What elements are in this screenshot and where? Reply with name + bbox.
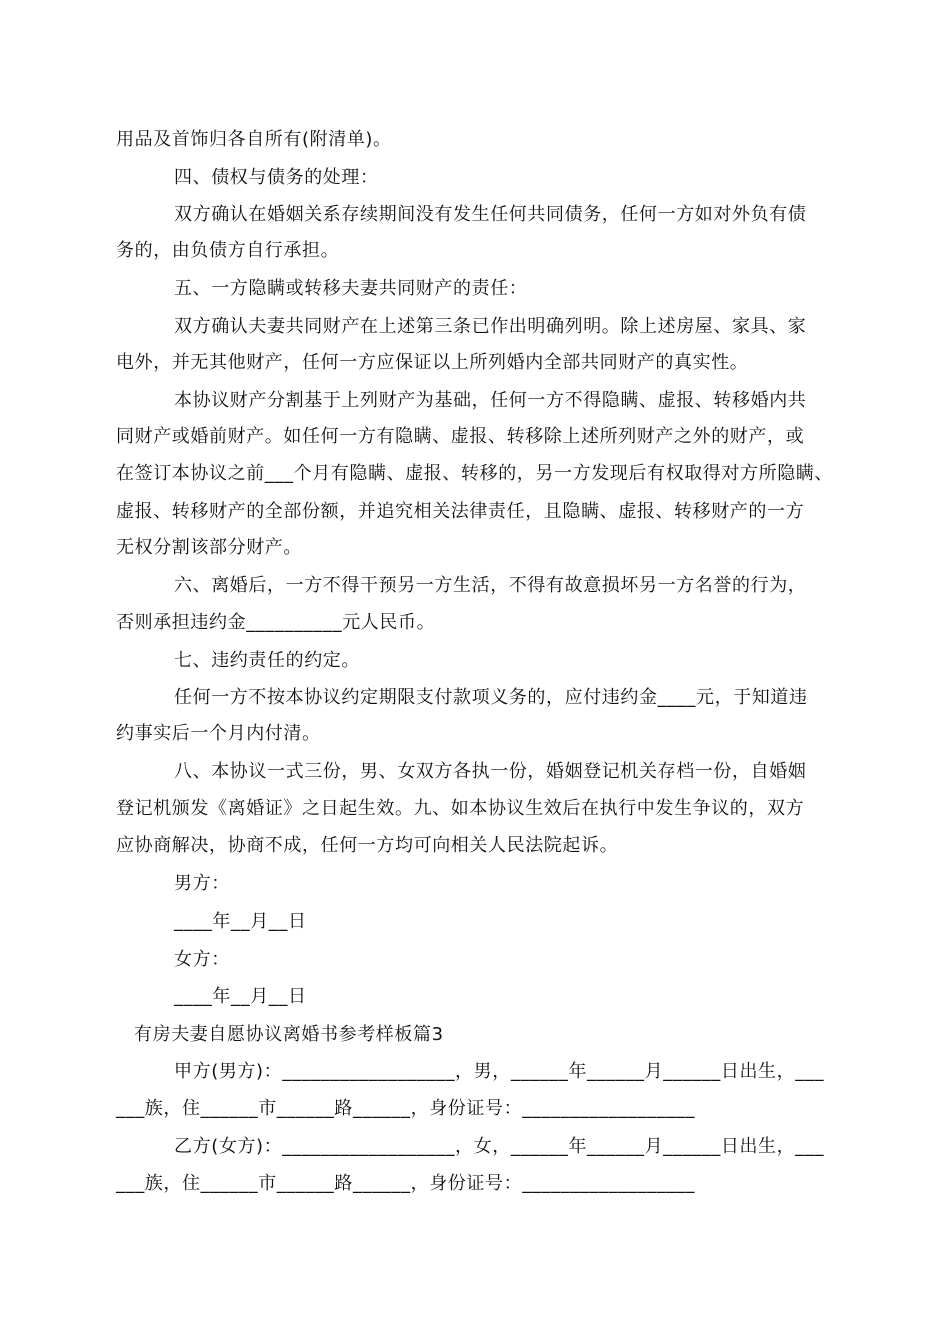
party-a-info-line: 甲方(男方)：__________________，男，______年______月______日出生，___	[174, 1061, 825, 1082]
paragraph-line: 用品及首饰归各自所有(附清单)。	[116, 129, 392, 150]
party-a-info-line-2: ___族，住______市______路______，身份证号：__________________	[116, 1098, 695, 1119]
section-heading-8: 八、本协议一式三份，男、女双方各执一份，婚姻登记机关存档一份，自婚姻	[174, 761, 807, 782]
section-heading-4: 四、债权与债务的处理：	[174, 167, 379, 188]
female-party-signature-label: 女方：	[174, 949, 230, 970]
paragraph-line: 电外，并无其他财产，任何一方应保证以上所列婚内全部共同财产的真实性。	[116, 352, 749, 373]
paragraph-line: 在签订本协议之前___个月有隐瞒、虚报、转移的，另一方发现后有权取得对方所隐瞒、	[116, 463, 833, 484]
paragraph-line: 应协商解决，协商不成，任何一方均可向相关人民法院起诉。	[116, 835, 619, 856]
paragraph-line: 双方确认夫妻共同财产在上述第三条已作出明确列明。除上述房屋、家具、家	[174, 316, 807, 337]
paragraph-line: 任何一方不按本协议约定期限支付款项义务的，应付违约金____元，于知道违	[174, 687, 808, 708]
male-party-signature-label: 男方：	[174, 873, 230, 894]
party-b-info-line-2: ___族，住______市______路______，身份证号：__________________	[116, 1173, 695, 1194]
paragraph-line: 约事实后一个月内付清。	[116, 723, 321, 744]
paragraph-line: 无权分割该部分财产。	[116, 537, 302, 558]
paragraph-line: 否则承担违约金__________元人民币。	[116, 612, 436, 633]
template-heading: 有房夫妻自愿协议离婚书参考样板篇3	[134, 1024, 444, 1045]
section-heading-7: 七、违约责任的约定。	[174, 650, 360, 671]
male-party-date-line: ____年__月__日	[174, 911, 307, 932]
paragraph-line: 虚报、转移财产的全部份额，并追究相关法律责任，且隐瞒、虚报、转移财产的一方	[116, 501, 805, 522]
paragraph-line: 双方确认在婚姻关系存续期间没有发生任何共同债务，任何一方如对外负有债	[174, 204, 807, 225]
party-b-info-line: 乙方(女方)：__________________，女，______年______月______日出生，___	[174, 1136, 825, 1157]
paragraph-line: 务的，由负债方自行承担。	[116, 240, 340, 261]
female-party-date-line: ____年__月__日	[174, 986, 307, 1007]
paragraph-line: 登记机颁发《离婚证》之日起生效。九、如本协议生效后在执行中发生争议的，双方	[116, 798, 805, 819]
section-heading-6: 六、离婚后，一方不得干预另一方生活，不得有故意损坏另一方名誉的行为，	[174, 575, 807, 596]
paragraph-line: 同财产或婚前财产。如任何一方有隐瞒、虚报、转移除上述所列财产之外的财产，或	[116, 426, 805, 447]
section-heading-5: 五、一方隐瞒或转移夫妻共同财产的责任：	[174, 278, 528, 299]
paragraph-line: 本协议财产分割基于上列财产为基础，任何一方不得隐瞒、虚报、转移婚内共	[174, 390, 807, 411]
